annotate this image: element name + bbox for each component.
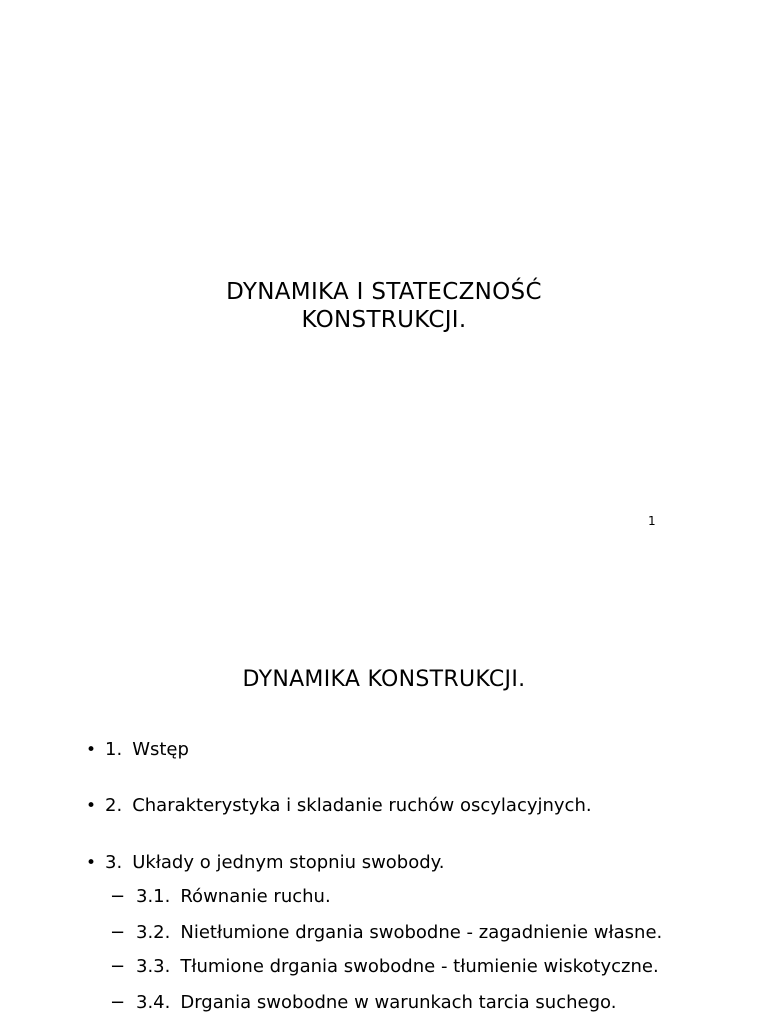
dash-icon: − [110,992,126,1013]
dash-icon: − [110,886,126,907]
subitem-number: 3.2. [136,922,171,943]
bullet-icon: • [86,740,97,760]
subitem-text: Nietłumione drgania swobodne - zagadnienie własne. [180,922,663,943]
subitem-text: Równanie ruchu. [180,886,331,907]
list-item [86,795,592,816]
sub-list-item [110,922,662,943]
slide2-title: DYNAMIKA KONSTRUKCJI. [242,667,526,692]
slide1-title [0,278,768,334]
subitem-text: Tłumione drgania swobodne - tłumienie wiskotyczne. [180,956,659,977]
item-number: 1. [105,739,123,760]
slide1-title-line1: DYNAMIKA I STATECZNOŚĆ [226,279,542,305]
sub-list-item [110,992,616,1013]
dash-icon: − [110,956,126,977]
item-text: Wstęp [132,739,189,760]
list-item [86,852,444,873]
item-text: Układy o jednym stopniu swobody. [132,852,445,873]
page-number: 1 [648,514,656,528]
item-number: 2. [105,795,123,816]
subitem-number: 3.4. [136,992,171,1013]
dash-icon: − [110,922,126,943]
list-item [86,739,189,760]
slide1-title-line2: KONSTRUKCJI. [301,307,467,333]
subitem-number: 3.3. [136,956,171,977]
sub-list-item [110,956,659,977]
bullet-icon: • [86,853,97,873]
bullet-icon: • [86,796,97,816]
subitem-text: Drgania swobodne w warunkach tarcia suchego. [180,992,617,1013]
subitem-number: 3.1. [136,886,171,907]
sub-list-item [110,886,331,907]
item-text: Charakterystyka i skladanie ruchów oscylacyjnych. [132,795,592,816]
item-number: 3. [105,852,123,873]
